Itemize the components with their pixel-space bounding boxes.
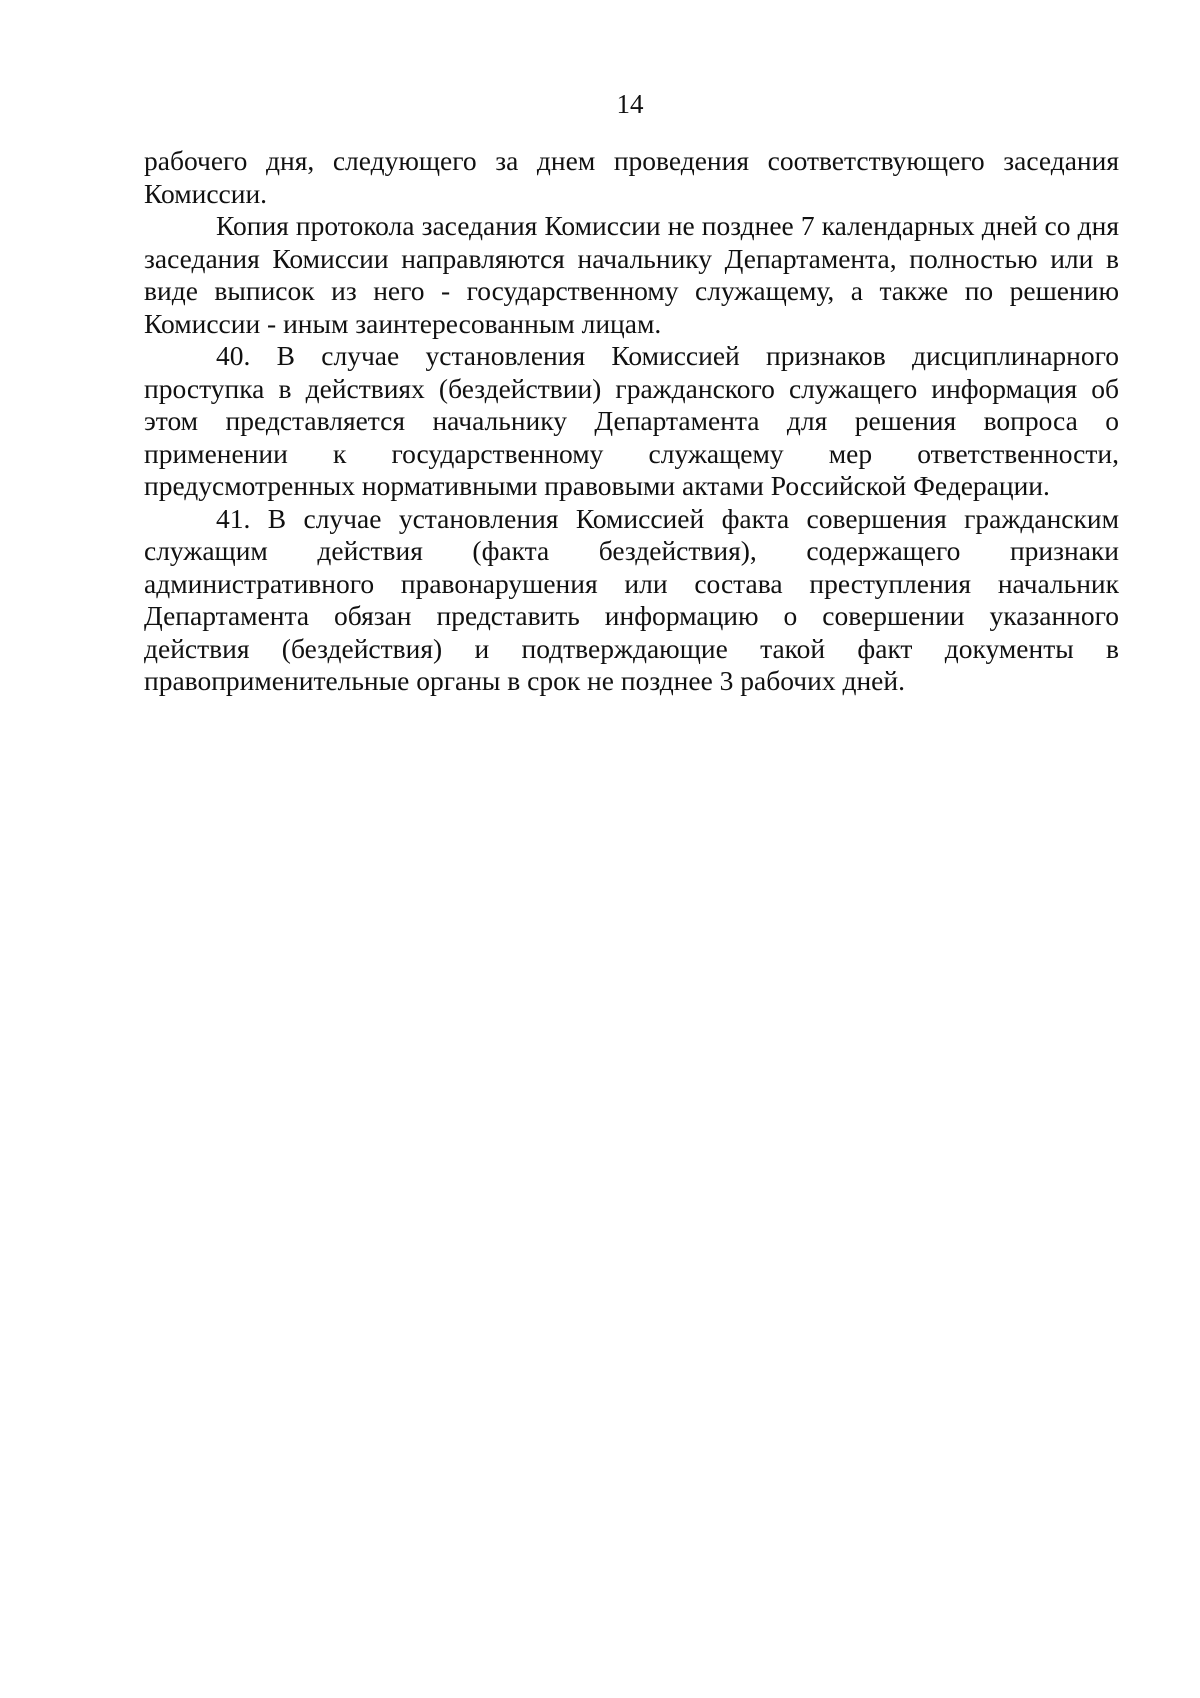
paragraph-clause-40: 40. В случае установления Комиссией признаков дисциплинарного проступка в действиях (бездействии) гражданского служащего информация об этом представляется начальнику Департамента для решения вопроса о применении к государственному служащему мер ответственности, предусмотренных нормативными правовыми актами Российской Федерации. xyxy=(144,340,1119,501)
document-body xyxy=(144,145,1119,698)
paragraph-continuation: рабочего дня, следующего за днем проведения соответствующего заседания Комиссии. xyxy=(144,145,1119,209)
page-number: 14 xyxy=(616,89,644,119)
paragraph-clause-41: 41. В случае установления Комиссией факта совершения гражданским служащим действия (факта бездействия), содержащего признаки административного правонарушения или состава преступления начальник Департамента обязан представить информацию о совершении указанного действия (бездействия) и подтверждающие такой факт документы в правоприменительные органы в срок не позднее 3 рабочих дней. xyxy=(144,502,1119,696)
paragraph-protocol-copy: Копия протокола заседания Комиссии не позднее 7 календарных дней со дня заседания Комиссии направляются начальнику Департамента, полностью или в виде выписок из него - государственному служащему, а также по решению Комиссии - иным заинтересованным лицам. xyxy=(144,210,1119,339)
